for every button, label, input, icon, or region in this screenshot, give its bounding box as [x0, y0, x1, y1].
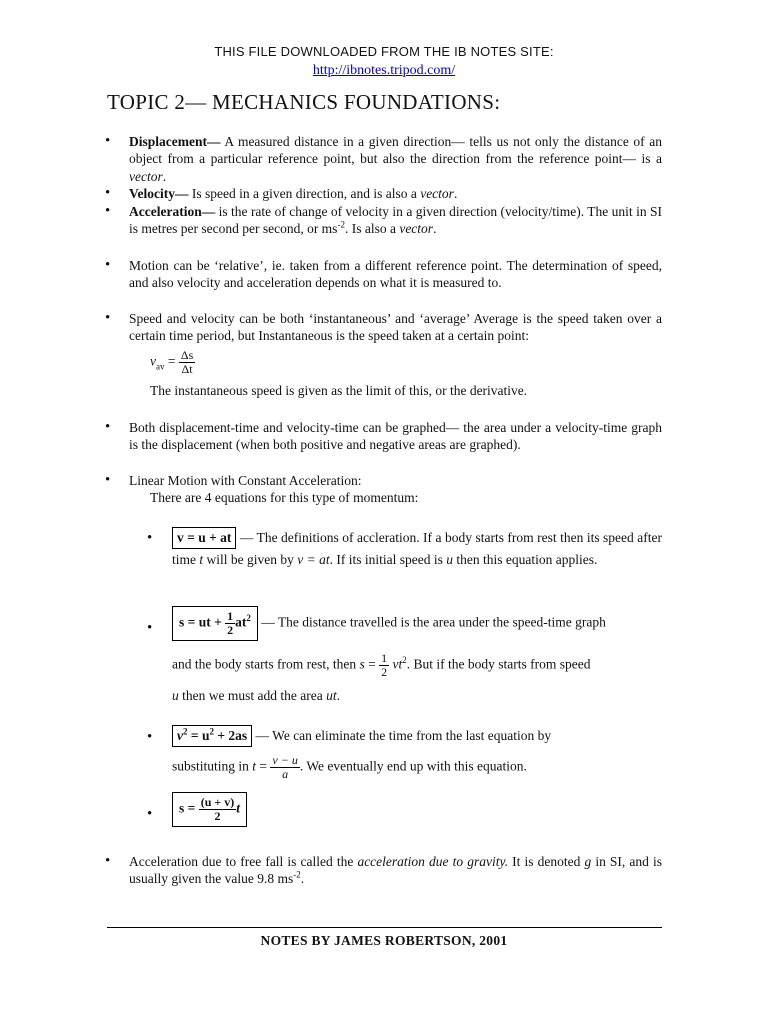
equation-2-line2 — [172, 652, 662, 679]
fraction — [225, 610, 235, 637]
denominator: Δt — [181, 362, 193, 376]
item-text: then we must add the area — [178, 688, 327, 703]
velocity-item — [129, 185, 662, 202]
var: t — [199, 552, 204, 567]
footer-divider — [107, 927, 662, 928]
item-text: . But if the body starts from speed — [406, 656, 591, 672]
numerator: 1 — [381, 651, 388, 665]
bullet-icon: • — [105, 203, 111, 219]
denominator: a — [282, 767, 289, 781]
item-text: Acceleration due to free fall is called the — [129, 854, 358, 869]
bullet-icon: • — [105, 853, 111, 869]
site-link[interactable]: http://ibnotes.tripod.com/ — [312, 63, 456, 78]
formula-v: v — [150, 353, 156, 369]
item-text: . — [336, 688, 340, 703]
term: Displacement— — [129, 134, 221, 149]
bullet-icon: • — [105, 472, 111, 488]
item-text: It is denoted — [508, 854, 585, 869]
item-text: is the rate of change of velocity in a given direction (velocity/time). The unit in SI is metres per second per second, or ms — [129, 204, 662, 237]
punct: . — [300, 871, 305, 887]
superscript: 2 — [246, 613, 251, 624]
var: t — [252, 758, 257, 774]
term: Acceleration— — [129, 204, 216, 219]
box-part: at — [235, 614, 247, 630]
instantaneous-text: The instantaneous speed is given as the limit of this, or the derivative. — [150, 383, 528, 398]
item-text: — The distance travelled is the area under the speed-time graph — [257, 614, 606, 630]
item-text: and the body starts from rest, then — [172, 656, 360, 672]
term: Velocity— — [129, 186, 189, 201]
item-text: in SI, and is usually given the value 9.8 ms — [129, 854, 662, 887]
fraction — [179, 349, 195, 376]
linear-motion-subtitle: There are 4 equations for this type of momentum: — [150, 490, 419, 505]
box-part: s = ut + — [179, 614, 226, 630]
numerator: 1 — [227, 609, 234, 623]
item-text: will be given by — [203, 552, 298, 567]
footer-credit: NOTES BY JAMES ROBERTSON, 2001 — [260, 933, 508, 948]
numerator: Δs — [180, 348, 194, 362]
displacement-item — [129, 133, 662, 185]
var: vt — [389, 656, 403, 672]
bullet-icon: • — [105, 133, 111, 149]
average-speed-formula — [150, 349, 195, 376]
relative-motion-item: Motion can be ‘relative’, ie. taken from a different reference point. The determination of speed, and also velocity and acceleration depends on what it is measured to. — [129, 258, 662, 291]
var: t — [236, 800, 240, 816]
equation-4-item — [172, 792, 662, 827]
equation-2-item — [172, 606, 662, 641]
bullet-icon: • — [147, 729, 153, 745]
denominator: 2 — [214, 809, 221, 823]
equation-3-box — [172, 725, 252, 747]
download-notice: THIS FILE DOWNLOADED FROM THE IB NOTES SITE: — [214, 44, 554, 59]
bullet-icon: • — [105, 185, 111, 201]
emphasis: vector — [129, 168, 163, 184]
fraction — [199, 796, 237, 823]
box-part: s = — [179, 800, 199, 816]
superscript: 2 — [209, 726, 214, 737]
var: v — [177, 728, 183, 743]
item-text: then this equation applies. — [452, 552, 598, 567]
var: g — [584, 854, 592, 869]
punct: . — [433, 221, 437, 237]
equals: = — [164, 353, 179, 369]
superscript: -2 — [293, 869, 301, 880]
item-text: . We eventually end up with this equation. — [299, 758, 527, 774]
numerator: v − u — [272, 753, 298, 767]
equation-2-box — [172, 606, 258, 641]
box-part: + 2as — [213, 728, 248, 743]
item-text: Is speed in a given direction, and is also a — [188, 186, 421, 201]
equals: = — [364, 656, 380, 672]
equation-3-item — [172, 725, 662, 747]
site-link-line — [0, 63, 768, 79]
bullet-icon: • — [105, 310, 111, 326]
superscript: 2 — [402, 655, 407, 666]
box-part: = u — [187, 728, 210, 743]
equation-1-box: v = u + at — [172, 527, 236, 549]
page-title: TOPIC 2— MECHANICS FOUNDATIONS: — [107, 90, 501, 114]
bullet-icon: • — [147, 620, 153, 636]
equation-1-item — [172, 527, 662, 571]
var: ut — [326, 688, 337, 703]
bullet-icon: • — [105, 419, 111, 435]
bullet-icon: • — [147, 806, 153, 822]
bullet-icon: • — [105, 257, 111, 273]
var: v = at — [297, 552, 330, 567]
equals: = — [256, 758, 271, 774]
var: u — [446, 552, 453, 567]
acceleration-item — [129, 203, 662, 238]
superscript: 2 — [183, 726, 188, 737]
subscript: av — [156, 361, 165, 372]
speed-velocity-item: Speed and velocity can be both ‘instantaneous’ and ‘average’ Average is the speed taken over a certain time period, but Instantaneous is the speed taken at a certain point: — [129, 311, 662, 344]
graph-item: Both displacement-time and velocity-time can be graphed— the area under a velocity-time graph is the displacement (when both positive and negative areas are graphed). — [129, 420, 662, 453]
fraction — [379, 652, 389, 679]
emphasis: vector — [399, 221, 434, 237]
punct: . — [162, 168, 167, 184]
var: u — [172, 688, 179, 703]
item-text: — We can eliminate the time from the last equation by — [252, 728, 552, 743]
equation-4-box — [172, 792, 247, 827]
item-text: — The definitions of accleration. If a body starts from rest then its speed after time — [172, 530, 662, 567]
fraction — [270, 754, 299, 781]
superscript: -2 — [337, 219, 345, 230]
item-text: . If its initial speed is — [329, 552, 447, 567]
gravity-item — [129, 853, 662, 888]
denominator: 2 — [227, 623, 234, 637]
equation-3-line2 — [172, 754, 662, 781]
var: s — [359, 656, 365, 672]
equation-2-line3 — [172, 686, 662, 706]
item-text: . Is also a — [344, 221, 400, 237]
linear-motion-title: Linear Motion with Constant Acceleration: — [129, 473, 362, 488]
punct: . — [453, 186, 458, 201]
emphasis: acceleration due to gravity. — [357, 854, 509, 869]
numerator: (u + v) — [200, 795, 235, 809]
emphasis: vector — [420, 186, 454, 201]
item-text: A measured distance in a given direction— tells us not only the distance of an object from a particular reference point, but also the direction from the reference point— is a — [129, 134, 662, 167]
bullet-icon: • — [147, 530, 153, 546]
item-text: substituting in — [172, 758, 253, 774]
denominator: 2 — [381, 665, 388, 679]
